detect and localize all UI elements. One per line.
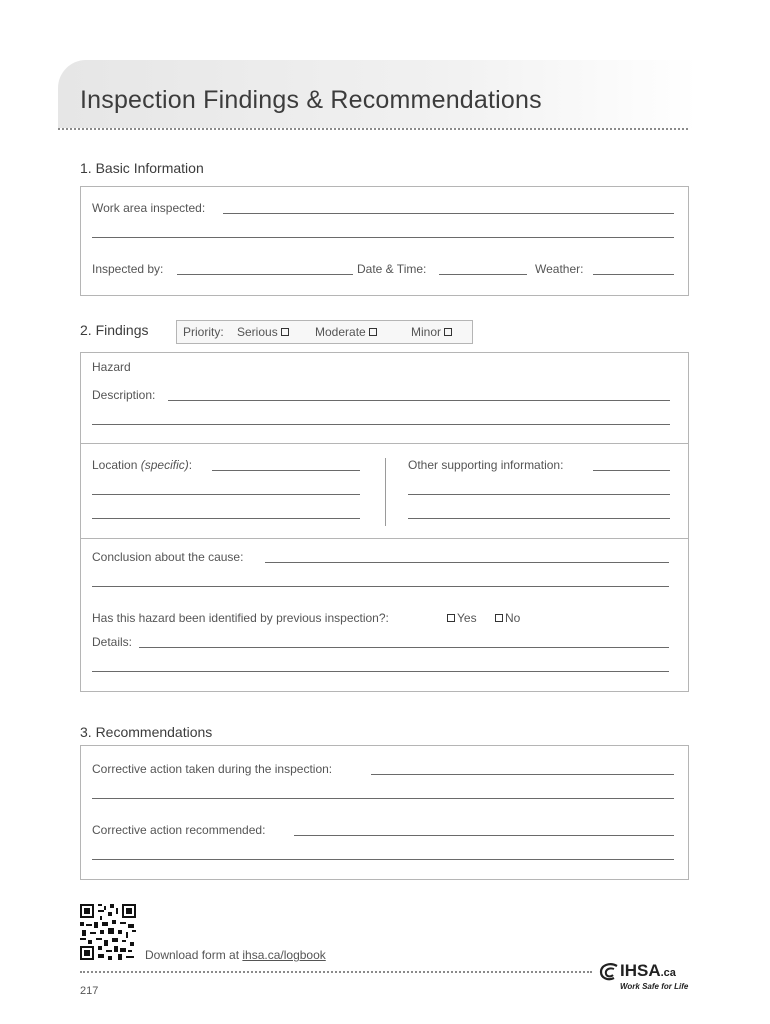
weather-label: Weather:: [535, 262, 584, 276]
other-info-label: Other supporting information:: [408, 458, 564, 472]
details-label: Details:: [92, 635, 133, 649]
moderate-checkbox[interactable]: [369, 328, 377, 336]
download-text: Download form at: [145, 948, 243, 962]
yes-label: Yes: [457, 611, 477, 625]
action-taken-field[interactable]: [371, 774, 674, 775]
location-field-line-3[interactable]: [92, 518, 360, 519]
inspected-by-label: Inspected by:: [92, 262, 164, 276]
work-area-field[interactable]: [223, 213, 674, 214]
section-basic-info-heading: 1. Basic Information: [80, 160, 204, 176]
work-area-label: Work area inspected:: [92, 201, 206, 215]
previous-inspection-label: Has this hazard been identified by previous inspection?:: [92, 611, 389, 625]
hazard-divider: [80, 443, 689, 444]
no-checkbox[interactable]: [495, 614, 503, 622]
details-field-line-2[interactable]: [92, 671, 669, 672]
serious-label: Serious: [237, 325, 278, 339]
location-column-divider: [385, 458, 386, 526]
page-number: 217: [80, 985, 99, 997]
action-taken-field-line-2[interactable]: [92, 798, 674, 799]
section-recommendations-heading: 3. Recommendations: [80, 724, 213, 740]
weather-field[interactable]: [593, 274, 674, 275]
date-time-field[interactable]: [439, 274, 527, 275]
no-option[interactable]: [492, 611, 520, 625]
serious-checkbox[interactable]: [281, 328, 289, 336]
download-line: [145, 948, 326, 962]
conclusion-field-line-2[interactable]: [92, 586, 669, 587]
location-field[interactable]: [212, 470, 360, 471]
description-field[interactable]: [168, 400, 670, 401]
action-recommended-label: Corrective action recommended:: [92, 823, 266, 837]
conclusion-label: Conclusion about the cause:: [92, 550, 244, 564]
action-recommended-field-line-2[interactable]: [92, 859, 674, 860]
page-title: Inspection Findings & Recommendations: [80, 86, 542, 114]
other-info-field[interactable]: [593, 470, 670, 471]
location-field-line-2[interactable]: [92, 494, 360, 495]
moderate-label: Moderate: [315, 325, 366, 339]
priority-minor-option[interactable]: [411, 325, 454, 339]
other-info-field-line-2[interactable]: [408, 494, 670, 495]
minor-label: Minor: [411, 325, 442, 339]
hazard-label: Hazard: [92, 360, 131, 374]
logo-suffix: .ca: [660, 967, 676, 979]
details-field[interactable]: [139, 647, 669, 648]
ihsa-tagline: Work Safe for Life: [620, 982, 689, 991]
logo-main: IHSA: [620, 961, 661, 980]
inspected-by-field[interactable]: [177, 274, 353, 275]
ihsa-logo-text: [620, 961, 676, 981]
footer-divider: [80, 971, 592, 973]
work-area-field-line-2[interactable]: [92, 237, 674, 238]
priority-moderate-option[interactable]: [315, 325, 379, 339]
ihsa-swirl-icon: [598, 962, 620, 982]
action-recommended-field[interactable]: [294, 835, 674, 836]
qr-code-icon: [80, 904, 136, 960]
no-label: No: [505, 611, 521, 625]
location-text: Location: [92, 458, 138, 472]
priority-label: Priority:: [183, 325, 224, 339]
minor-checkbox[interactable]: [444, 328, 452, 336]
location-label: [92, 458, 192, 472]
yes-option[interactable]: [444, 611, 477, 625]
yes-checkbox[interactable]: [447, 614, 455, 622]
title-divider: [58, 128, 688, 130]
description-label: Description:: [92, 388, 156, 402]
location-divider: [80, 538, 689, 539]
other-info-field-line-3[interactable]: [408, 518, 670, 519]
location-note: (specific): [140, 458, 189, 472]
description-field-line-2[interactable]: [92, 424, 670, 425]
location-colon: :: [188, 458, 193, 472]
conclusion-field[interactable]: [265, 562, 669, 563]
priority-serious-option[interactable]: [237, 325, 291, 339]
date-time-label: Date & Time:: [357, 262, 427, 276]
download-link[interactable]: ihsa.ca/logbook: [242, 948, 326, 962]
action-taken-label: Corrective action taken during the inspection:: [92, 762, 333, 776]
section-findings-heading: 2. Findings: [80, 322, 149, 338]
